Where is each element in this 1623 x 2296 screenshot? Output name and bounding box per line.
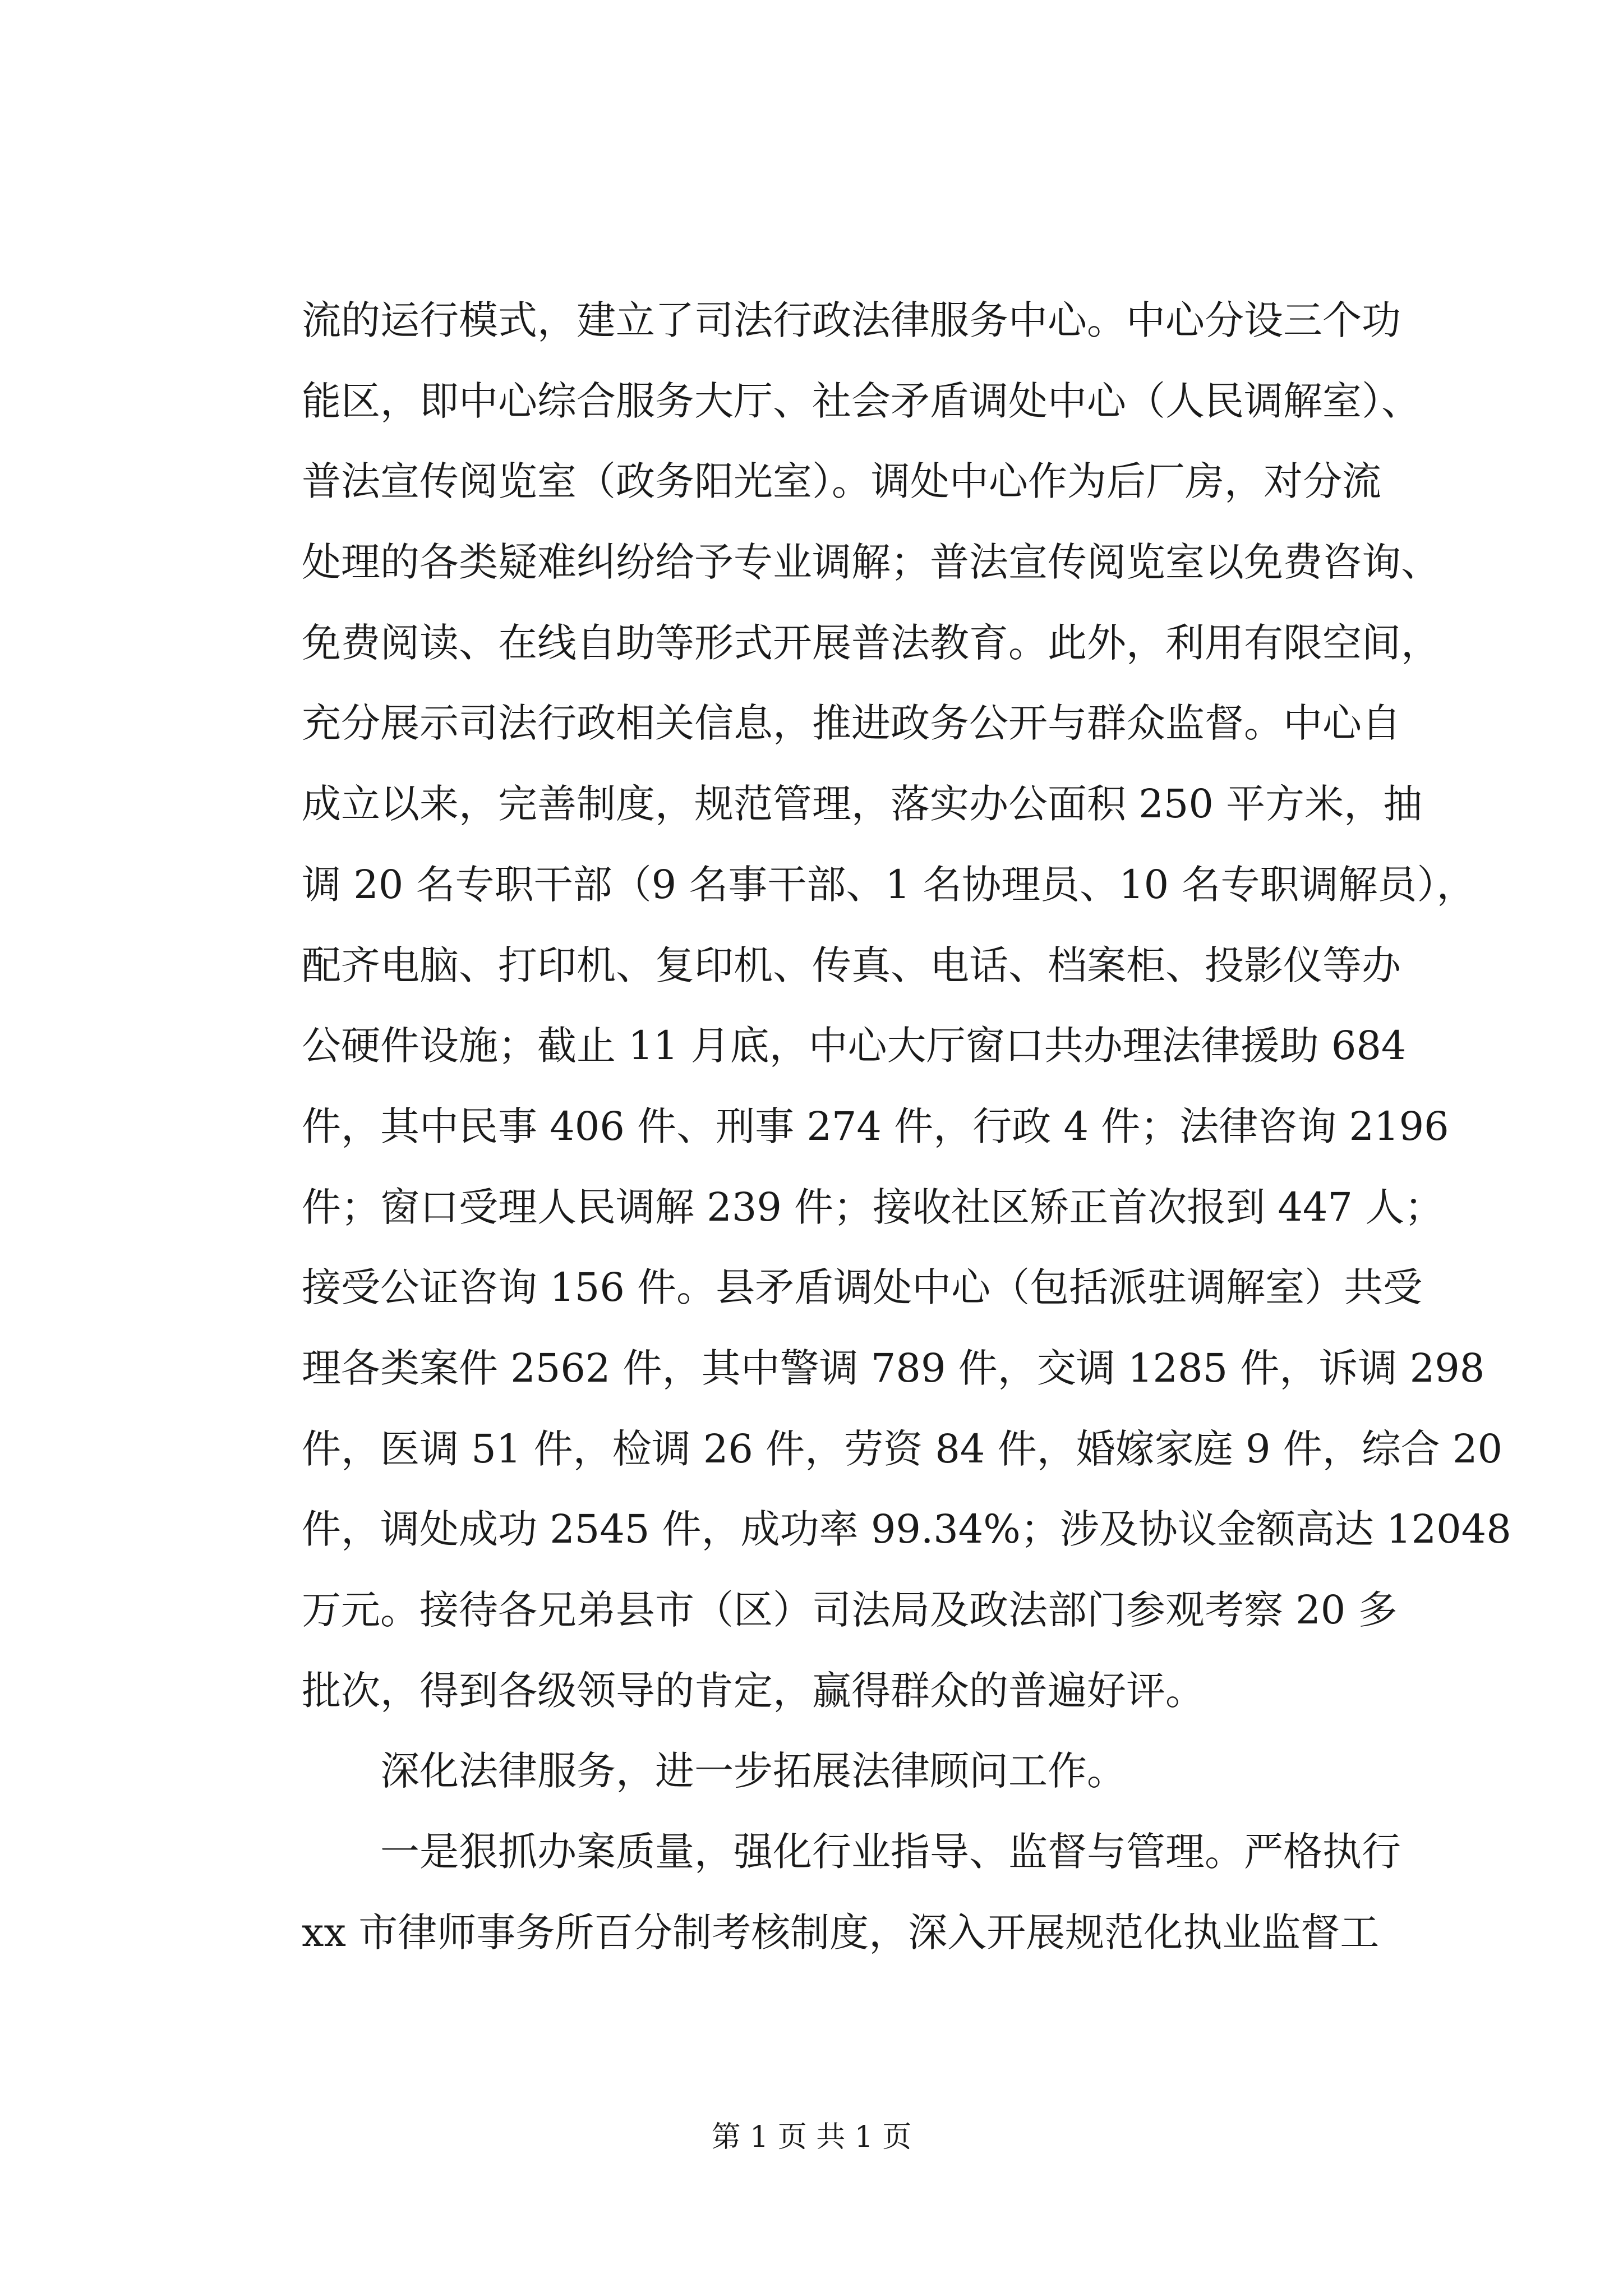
text-line: 接受公证咨询 156 件。县矛盾调处中心（包括派驻调解室）共受 (302, 1264, 1423, 1311)
text-line: 一是狠抓办案质量，强化行业指导、监督与管理。严格执行 (380, 1829, 1401, 1875)
text-line: 理各类案件 2562 件，其中警调 789 件，交调 1285 件，诉调 298 (302, 1345, 1485, 1391)
text-line: 处理的各类疑难纠纷给予专业调解；普法宣传阅览室以免费咨询、 (302, 539, 1440, 586)
text-line: 调 20 名专职干部（9 名事干部、1 名协理员、10 名专职调解员）， (302, 861, 1476, 908)
text-line: 免费阅读、在线自助等形式开展普法教育。此外，利用有限空间， (302, 619, 1440, 666)
text-line: 件，其中民事 406 件、刑事 274 件，行政 4 件；法律咨询 2196 (302, 1103, 1449, 1149)
text-line: 万元。接待各兄弟县市（区）司法局及政法部门参观考察 20 多 (302, 1587, 1398, 1633)
text-line: 配齐电脑、打印机、复印机、传真、电话、档案柜、投影仪等办 (302, 942, 1401, 988)
text-line: 流的运行模式，建立了司法行政法律服务中心。中心分设三个功 (302, 297, 1401, 343)
body-text (302, 280, 1511, 1973)
text-line: xx 市律师事务所百分制考核制度，深入开展规范化执业监督工 (302, 1909, 1380, 1955)
text-line: 件，调处成功 2545 件，成功率 99.34%；涉及协议金额高达 12048 (302, 1506, 1511, 1553)
text-line: 批次，得到各级领导的肯定，赢得群众的普遍好评。 (302, 1667, 1205, 1714)
text-line: 能区，即中心综合服务大厅、社会矛盾调处中心（人民调解室）、 (302, 378, 1421, 424)
text-line: 普法宣传阅览室（政务阳光室）。调处中心作为后厂房，对分流 (302, 458, 1381, 505)
text-line: 成立以来，完善制度，规范管理，落实办公面积 250 平方米，抽 (302, 781, 1423, 827)
text-line: 件，医调 51 件，检调 26 件，劳资 84 件，婚嫁家庭 9 件，综合 20 (302, 1425, 1503, 1472)
page-footer: 第 1 页 共 1 页 (711, 2120, 912, 2154)
text-line: 件；窗口受理人民调解 239 件；接收社区矫正首次报到 447 人； (302, 1184, 1444, 1230)
text-line: 公硬件设施；截止 11 月底，中心大厅窗口共办理法律援助 684 (302, 1023, 1407, 1069)
text-line: 充分展示司法行政相关信息，推进政务公开与群众监督。中心自 (302, 700, 1401, 747)
section-heading: 深化法律服务，进一步拓展法律顾问工作。 (380, 1748, 1126, 1795)
